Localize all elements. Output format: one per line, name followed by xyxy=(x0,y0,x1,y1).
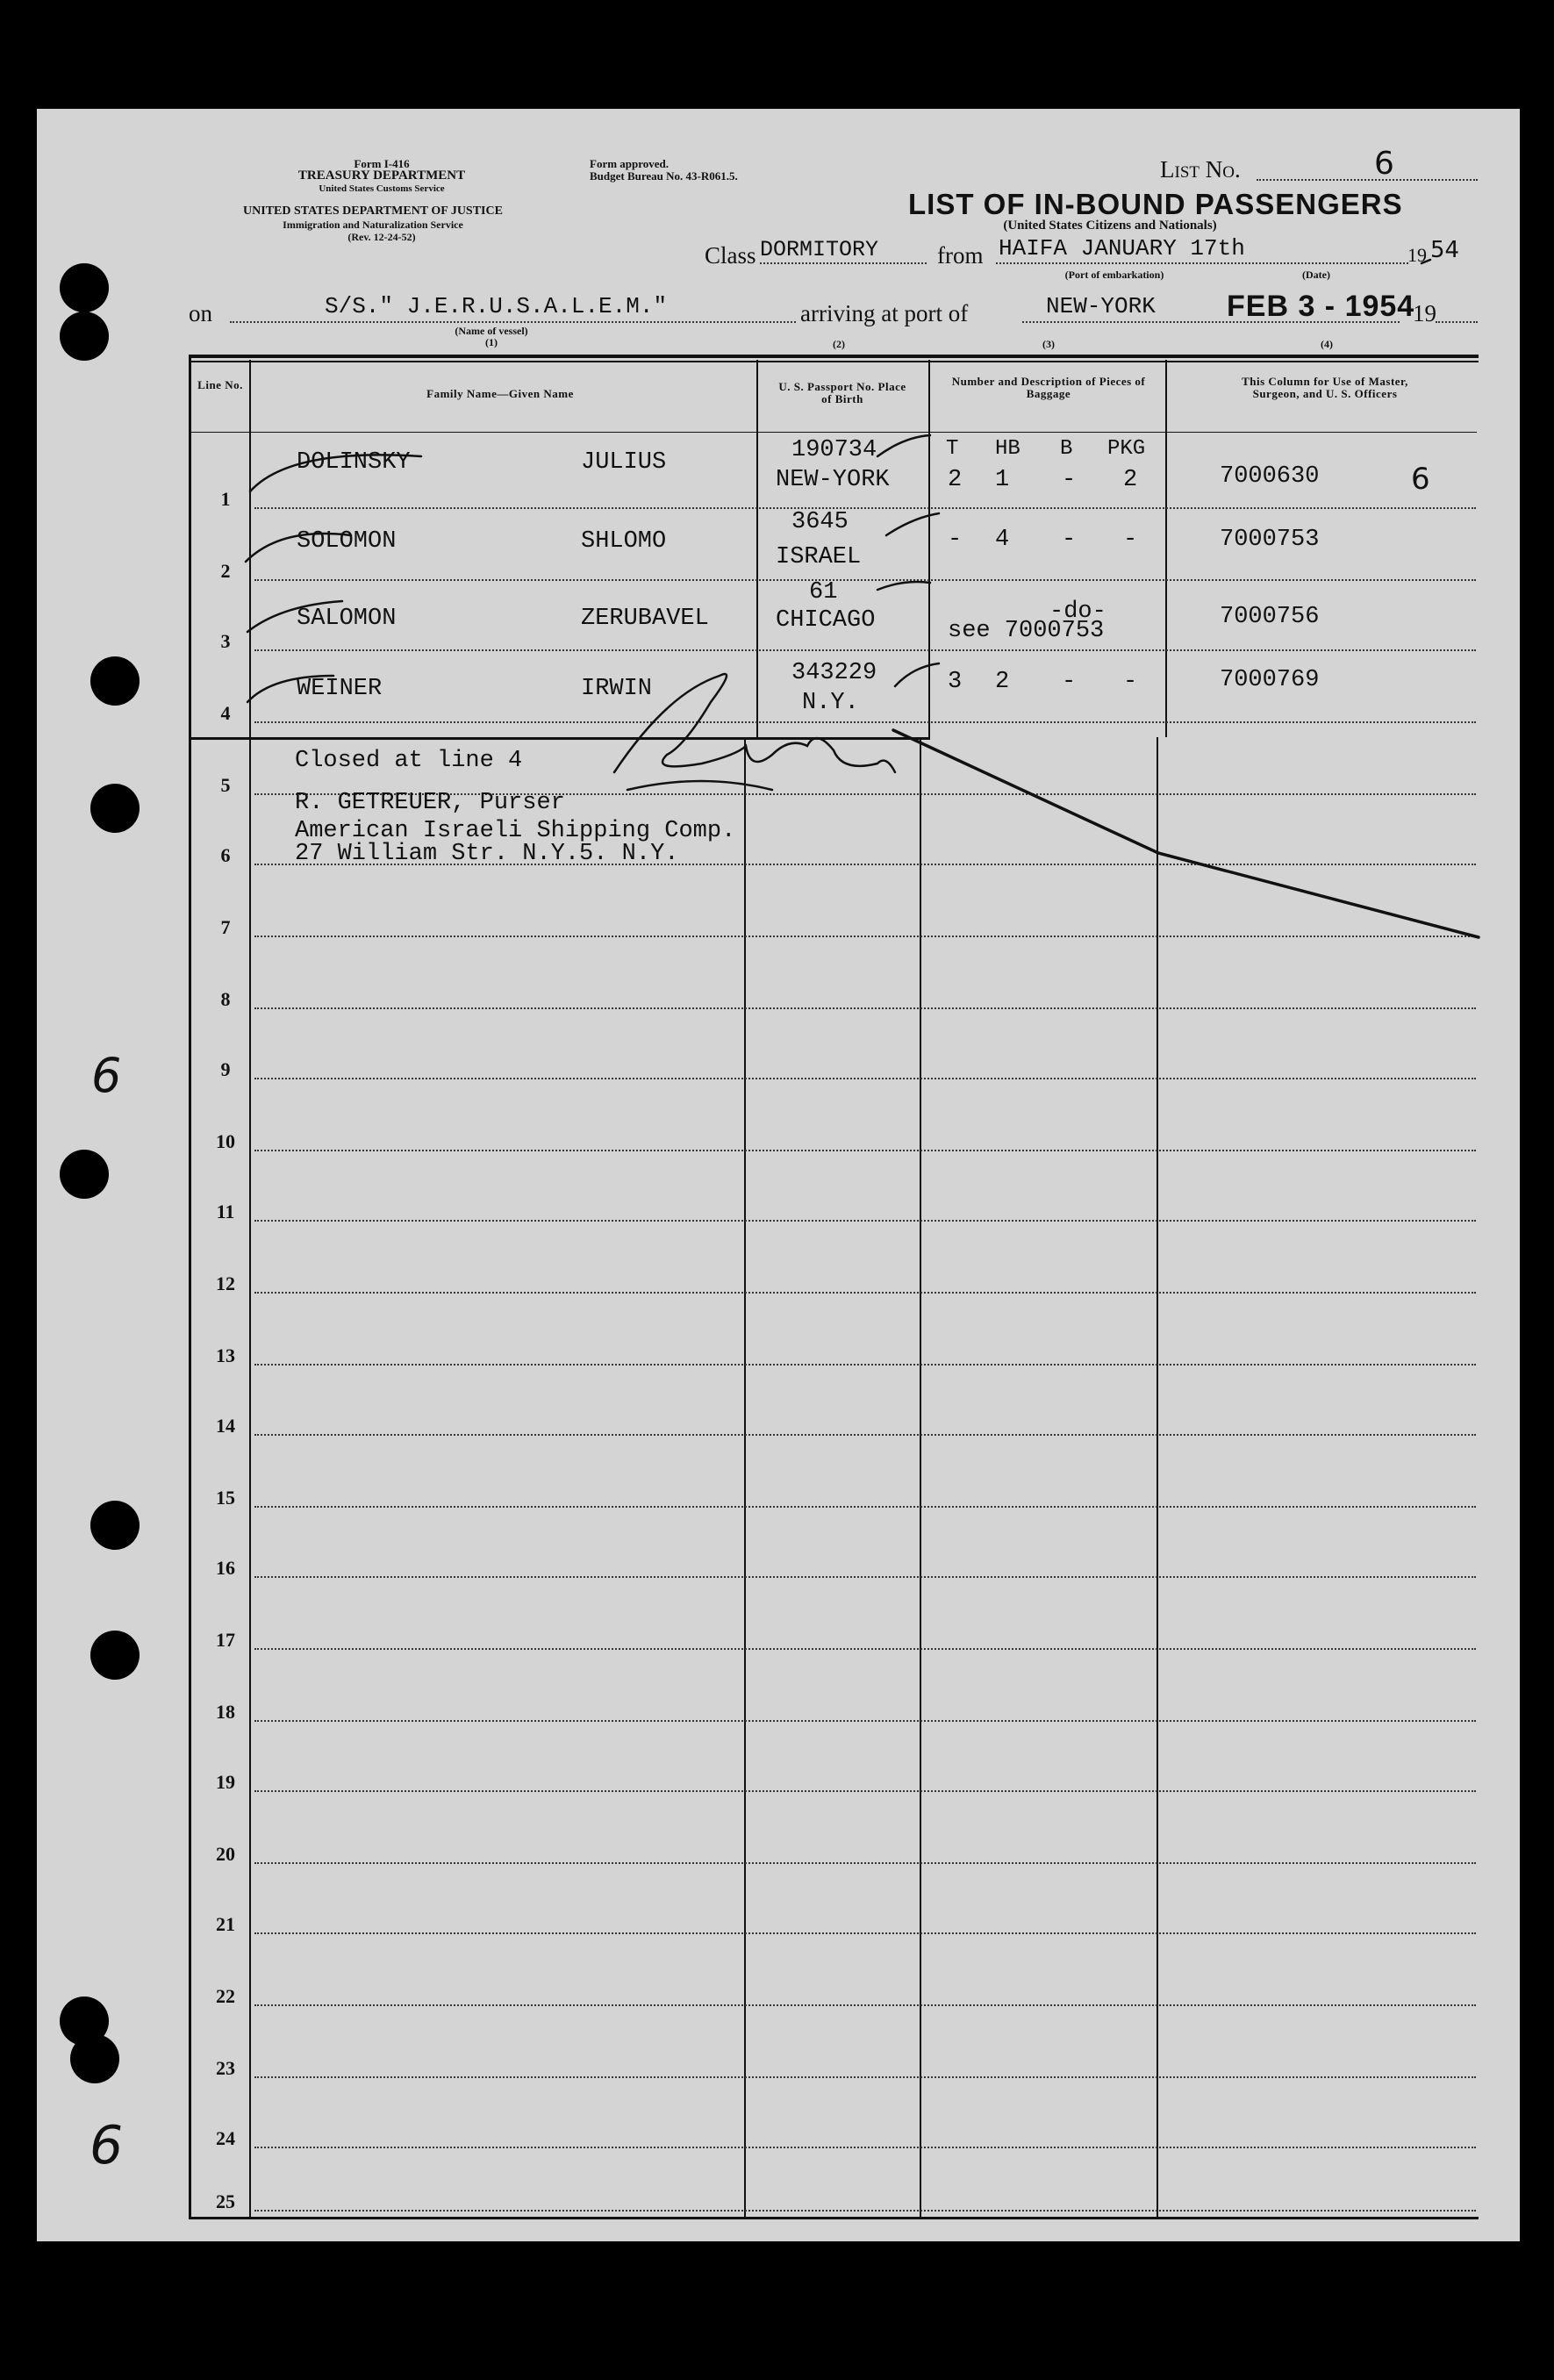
line-number: 6 xyxy=(220,844,231,866)
line-number: 8 xyxy=(220,988,231,1010)
line-number: 16 xyxy=(216,1557,235,1579)
line-number: 9 xyxy=(220,1058,231,1080)
from-label: from xyxy=(937,242,984,269)
list-no-value: 6 xyxy=(1374,146,1394,182)
col-header-passport: U. S. Passport No. Place of Birth xyxy=(778,380,906,405)
budget-bureau: Budget Bureau No. 43-R061.5. xyxy=(590,169,738,183)
passport-number: 61 xyxy=(809,579,838,606)
line-number: 17 xyxy=(216,1629,235,1651)
given-name: ZERUBAVEL xyxy=(581,606,709,632)
line-number: 19 xyxy=(216,1771,235,1793)
col-header-line-no: Line No. xyxy=(197,378,243,391)
arrival-suffix: 19 xyxy=(1413,300,1436,326)
baggage-b: - xyxy=(1062,527,1077,553)
officer-number: 7000756 xyxy=(1220,604,1320,630)
baggage-t: - xyxy=(948,527,963,553)
col-header-officers: This Column for Use of Master, Surgeon, and U. S. Officers xyxy=(1242,375,1408,400)
closing-company: American Israeli Shipping Comp. xyxy=(295,818,736,844)
form-approved: Form approved. xyxy=(590,157,670,170)
caption-4: (4) xyxy=(1321,338,1333,350)
arrival-stamp: FEB 3 - 1954 xyxy=(1227,290,1415,323)
line-number: 10 xyxy=(216,1130,235,1152)
line-number: 21 xyxy=(216,1913,235,1935)
given-name: JULIUS xyxy=(581,449,667,476)
margin-mark-6-bottom: 6 xyxy=(90,2115,124,2176)
family-name: DOLINSKY xyxy=(297,449,411,476)
ins-service: Immigration and Naturalization Service xyxy=(283,219,463,231)
line-number: 23 xyxy=(216,2057,235,2079)
treasury-department: TREASURY DEPARTMENT xyxy=(297,168,466,183)
line-number: 3 xyxy=(220,630,231,652)
officer-number: 7000769 xyxy=(1220,667,1320,693)
line-number: 15 xyxy=(216,1487,235,1509)
passport-number: 190734 xyxy=(791,437,877,463)
baggage-pkg: - xyxy=(1123,669,1138,695)
baggage-head-pkg: PKG xyxy=(1107,437,1146,461)
form-subtitle: (United States Citizens and Nationals) xyxy=(1003,219,1217,233)
family-name: WEINER xyxy=(297,676,383,702)
line-number: 12 xyxy=(216,1272,235,1294)
line-number: 11 xyxy=(216,1201,235,1222)
officer-number: 7000753 xyxy=(1220,527,1320,553)
arriving-value: NEW-YORK xyxy=(1046,293,1156,319)
baggage-hb: 2 xyxy=(995,669,1010,695)
baggage-head-b: B xyxy=(1060,437,1073,461)
given-name: IRWIN xyxy=(581,676,653,702)
line-number: 5 xyxy=(220,774,231,796)
baggage-pkg: 2 xyxy=(1123,467,1138,493)
on-label: on xyxy=(189,300,212,326)
date-caption: (Date) xyxy=(1302,269,1330,281)
class-value: DORMITORY xyxy=(760,237,879,262)
line-number: 20 xyxy=(216,1843,235,1865)
line-number: 7 xyxy=(220,916,231,938)
line-number: 13 xyxy=(216,1344,235,1366)
line-number: 14 xyxy=(216,1415,235,1437)
line-number: 22 xyxy=(216,1985,235,2007)
class-label: Class xyxy=(705,242,756,269)
baggage-b: - xyxy=(1062,467,1077,493)
line-number: 18 xyxy=(216,1701,235,1723)
baggage-pkg: - xyxy=(1123,527,1138,553)
year-prefix: 19 xyxy=(1407,244,1427,266)
department-of-justice: UNITED STATES DEPARTMENT OF JUSTICE xyxy=(243,204,503,218)
revision-date: (Rev. 12-24-52) xyxy=(347,231,416,243)
closing-purser: R. GETREUER, Purser xyxy=(295,790,565,816)
line-number: 1 xyxy=(220,488,231,510)
family-name: SALOMON xyxy=(297,606,397,632)
customs-service: United States Customs Service xyxy=(319,183,445,194)
place-of-birth: ISRAEL xyxy=(776,544,862,570)
baggage-hb: 4 xyxy=(995,527,1010,553)
baggage-b: - xyxy=(1062,669,1077,695)
line-number: 2 xyxy=(220,560,231,582)
vessel-value: S/S." J.E.R.U.S.A.L.E.M." xyxy=(325,293,668,319)
baggage-head-t: T xyxy=(946,437,959,461)
place-of-birth: CHICAGO xyxy=(776,607,876,634)
given-name: SHLOMO xyxy=(581,528,667,555)
form-title: LIST OF IN-BOUND PASSENGERS xyxy=(908,188,1403,220)
year-value: 54 xyxy=(1430,237,1460,263)
line-number: 25 xyxy=(216,2190,235,2212)
margin-mark-6: 6 xyxy=(91,1048,122,1103)
caption-1: (1) xyxy=(485,336,498,348)
col-header-baggage: Number and Description of Pieces of Baggage xyxy=(951,375,1146,400)
passport-number: 3645 xyxy=(791,509,849,535)
family-name: SOLOMON xyxy=(297,528,397,555)
caption-3: (3) xyxy=(1042,338,1055,350)
baggage-hb: 1 xyxy=(995,467,1010,493)
closing-line: Closed at line 4 xyxy=(295,748,523,774)
officer-mark: 6 xyxy=(1411,462,1430,497)
port-caption: (Port of embarkation) xyxy=(1064,269,1164,281)
arriving-label: arriving at port of xyxy=(800,300,969,326)
from-value: HAIFA JANUARY 17th xyxy=(999,235,1245,262)
vessel-caption: (Name of vessel) xyxy=(455,325,528,337)
list-no-label: List No. xyxy=(1160,156,1241,183)
place-of-birth: N.Y. xyxy=(802,690,859,716)
form-number: Form I-416 xyxy=(354,157,410,170)
line-number: 24 xyxy=(216,2127,235,2149)
baggage-t: 2 xyxy=(948,467,963,493)
col-header-name: Family Name—Given Name xyxy=(426,387,574,400)
line-number: 4 xyxy=(220,702,231,724)
baggage-note: see 7000753 xyxy=(948,618,1105,644)
officer-number: 7000630 xyxy=(1220,463,1320,490)
baggage-note-do: -do- xyxy=(1049,599,1106,625)
baggage-head-hb: HB xyxy=(995,437,1020,461)
passport-number: 343229 xyxy=(791,660,877,686)
place-of-birth: NEW-YORK xyxy=(776,467,890,493)
baggage-t: 3 xyxy=(948,669,963,695)
caption-2: (2) xyxy=(833,338,845,350)
closing-address: 27 William Str. N.Y.5. N.Y. xyxy=(295,841,679,867)
